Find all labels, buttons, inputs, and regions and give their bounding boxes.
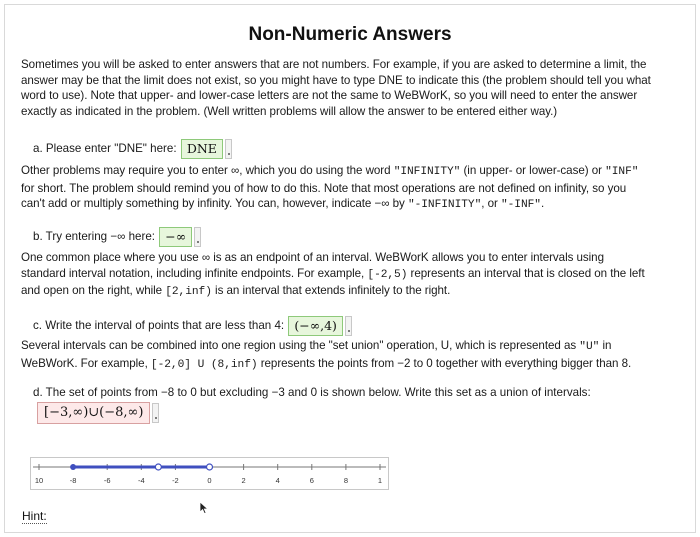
intro-line-2: answer may be that the limit does not exist, so you might have to type DNE to indicate this (the problem should tell you what (21, 73, 651, 87)
infinity-line-3 (21, 196, 685, 214)
number-line-tick-label: -8 (69, 476, 77, 485)
part-a-preview-button[interactable] (225, 139, 232, 159)
part-b-preview-button[interactable] (194, 227, 201, 247)
union-line-2 (21, 356, 685, 374)
page-title: Non-Numeric Answers (248, 24, 452, 45)
infinity-line-1 (21, 163, 685, 181)
interval-line-3-post: is an interval that extends infinitely to the right. (211, 284, 451, 297)
part-d-row (36, 402, 159, 424)
intro-paragraph (21, 57, 685, 119)
number-line-graph (31, 458, 388, 489)
code-union-example: [-2,0] U (8,inf) (150, 358, 258, 371)
mouse-cursor-icon (199, 501, 209, 515)
intro-line-4: exactly as indicated in the problem. (Well written problems will allow the answer to be entered either way.) (21, 104, 558, 118)
infinity-line-1-mid: (in upper- or lower-case) or (460, 164, 606, 177)
union-line-1 (21, 338, 685, 356)
number-line-tick-label: 1 (377, 476, 383, 485)
part-d-prompt: d. The set of points from −8 to 0 but excluding −3 and 0 is shown below. Write this set as a union of intervals: (33, 386, 591, 399)
code-infinity: "INFINITY" (393, 166, 461, 178)
code-union-symbol: "U" (579, 341, 600, 353)
number-line-closed-point (70, 464, 76, 470)
infinity-paragraph (21, 163, 685, 214)
part-c-answer-field[interactable]: (−∞,4) (288, 316, 343, 336)
union-line-1-text: Several intervals can be combined into one region using the "set union" operation, U, which is represented as (21, 339, 580, 352)
part-b-prompt: b. Try entering −∞ here: (33, 230, 156, 244)
union-line-2-text: WeBWorK. For example, (21, 356, 151, 370)
number-line-box (30, 457, 389, 490)
number-line-tick-label: 10 (34, 476, 44, 485)
number-line-tick-label: -6 (103, 476, 111, 485)
number-line-tick-label: 0 (207, 476, 212, 485)
interval-line-3-text: and open on the right, while (21, 284, 166, 297)
dot-icon (228, 153, 230, 155)
number-line-tick-label: 6 (309, 476, 314, 485)
code-interval-example: [-2,5) (367, 268, 408, 281)
dot-icon (155, 417, 157, 419)
infinity-line-3-mid: , or (481, 197, 501, 210)
infinity-line-1-text: Other problems may require you to enter ∞, which you do using the word (21, 164, 394, 177)
part-b-answer-field[interactable]: −∞ (159, 227, 192, 247)
part-a-answer-field[interactable]: DNE (181, 139, 223, 159)
infinity-line-3-text: can't add or multiply something by infinity. You can, however, indicate −∞ by (21, 197, 408, 210)
code-neg-inf: "-INF" (500, 199, 541, 211)
part-c-preview-button[interactable] (345, 316, 352, 336)
union-line-1-post: in (599, 339, 612, 352)
part-d-answer-field[interactable]: [−3,∞)∪(−8,∞) (37, 402, 150, 424)
interval-paragraph (21, 250, 685, 301)
interval-line-2-post: represents an interval that is closed on the left (407, 266, 645, 280)
code-neg-infinity: "-INFINITY" (407, 199, 482, 211)
number-line-open-point (207, 464, 213, 470)
number-line-tick-label: 4 (275, 476, 280, 485)
union-line-2-post: represents the points from −2 to 0 together with everything bigger than 8. (257, 356, 632, 370)
intro-line-3: word to use). Note that upper- and lower-case letters are not the same to WeBWorK, so you will need to enter the answer (21, 89, 638, 102)
part-c-row (33, 316, 352, 336)
interval-line-3 (21, 283, 685, 301)
code-interval-inf: [2,inf) (165, 286, 212, 298)
part-d-preview-button[interactable] (152, 403, 159, 423)
number-line-tick-label: -2 (172, 476, 179, 485)
infinity-line-2: for short. The problem should remind you of how to do this. Note that most operations are not defined on infinity, so you (21, 181, 627, 195)
code-inf: "INF" (605, 166, 639, 178)
interval-line-1: One common place where you use ∞ is as an endpoint of an interval. WeBWorK allows you to enter intervals using (21, 251, 604, 264)
part-a-prompt: a. Please enter "DNE" here: (33, 142, 177, 156)
union-paragraph (21, 338, 685, 373)
number-line-tick-label: 2 (241, 476, 246, 485)
part-a-row (33, 139, 232, 159)
intro-line-1: Sometimes you will be asked to enter answers that are not numbers. For example, if you are asked to determine a limit, the (21, 58, 647, 71)
infinity-line-3-end: . (540, 197, 545, 210)
dot-icon (197, 241, 199, 243)
interval-line-2-text: standard interval notation, including infinite endpoints. For example, (21, 266, 368, 280)
part-c-prompt: c. Write the interval of points that are less than 4: (33, 319, 285, 333)
hint-link[interactable]: Hint: (22, 509, 47, 523)
number-line-tick-label: 8 (343, 476, 348, 485)
number-line-tick-label: -4 (137, 476, 145, 485)
part-b-row (33, 227, 201, 247)
number-line-open-point (155, 464, 161, 470)
dot-icon (348, 330, 350, 332)
interval-line-2 (21, 266, 685, 284)
